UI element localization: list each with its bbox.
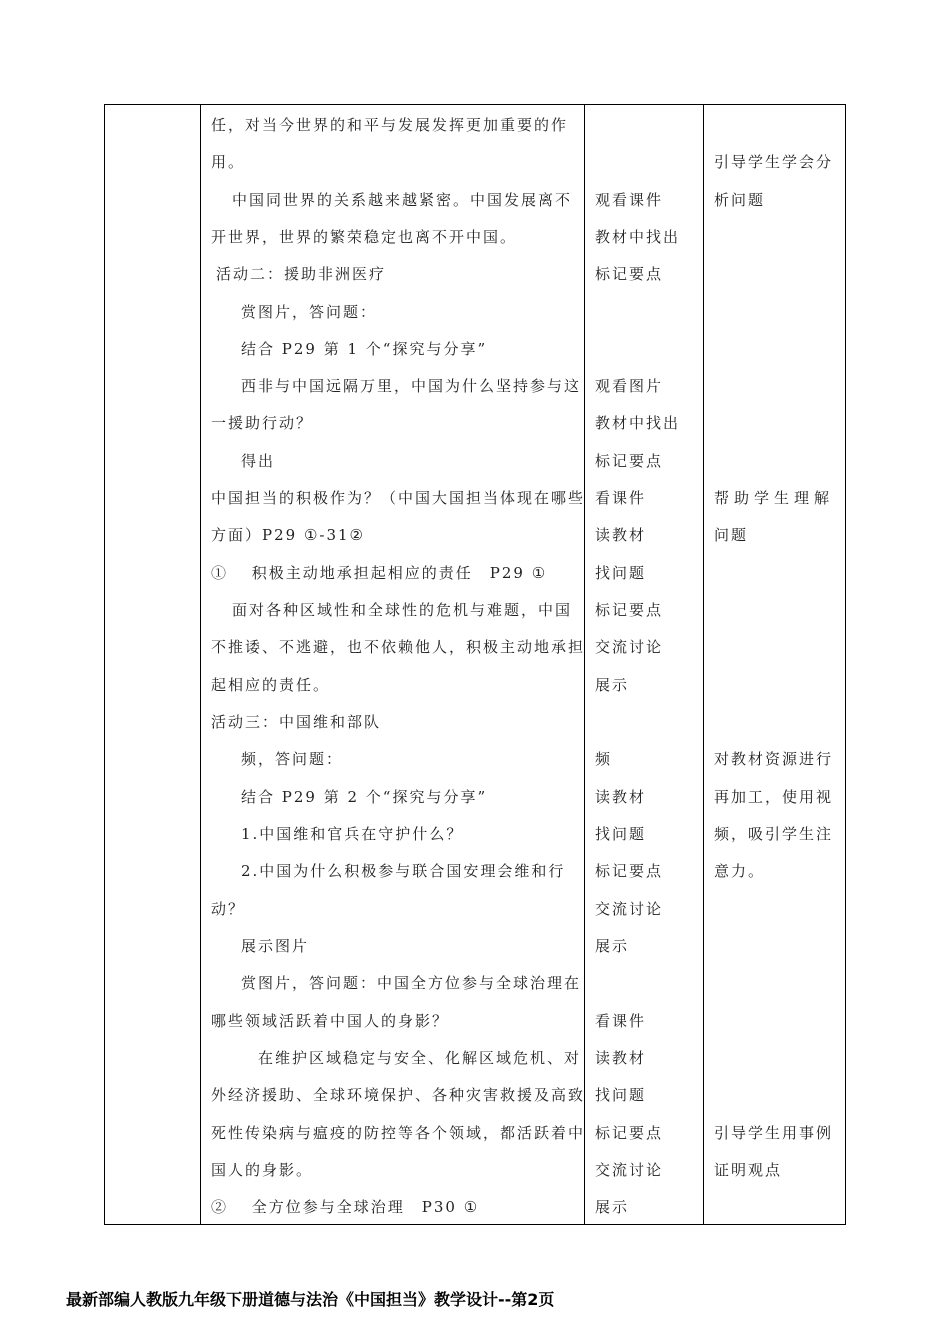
student-line: 教材中找出 xyxy=(595,228,681,246)
student-line: 展示 xyxy=(595,937,630,955)
content-line: 国人的身影。 xyxy=(211,1161,314,1179)
student-line: 读教材 xyxy=(595,1049,647,1067)
content-line: 展示图片 xyxy=(241,937,310,955)
intent-line: 对教材资源进行 xyxy=(714,750,834,768)
content-line: 结合 P29 第 2 个“探究与分享” xyxy=(241,788,488,806)
content-line: 1.中国维和官兵在守护什么？ xyxy=(241,825,464,843)
intent-line: 帮助学生理解 xyxy=(714,489,835,507)
column-divider xyxy=(200,105,201,1224)
column-divider xyxy=(584,105,585,1224)
content-line: 活动三：中国维和部队 xyxy=(211,713,382,731)
content-line: 西非与中国远隔万里，中国为什么坚持参与这 xyxy=(241,377,582,395)
content-line: 用。 xyxy=(211,153,246,171)
intent-line: 引导学生学会分 xyxy=(714,153,834,171)
content-line: 不推诿、不逃避，也不依赖他人，积极主动地承担 xyxy=(211,638,586,656)
student-line: 读教材 xyxy=(595,526,647,544)
content-line: ② 全方位参与全球治理 P30 ① xyxy=(211,1198,480,1216)
content-line: 中国担当的积极作为？（中国大国担当体现在哪些 xyxy=(211,489,586,507)
student-line: 交流讨论 xyxy=(595,1161,664,1179)
content-line: 在维护区域稳定与安全、化解区域危机、对 xyxy=(258,1049,582,1067)
student-line: 交流讨论 xyxy=(595,900,664,918)
student-line: 找问题 xyxy=(595,564,647,582)
content-line: 方面）P29 ①-31② xyxy=(211,526,365,544)
content-line: 2.中国为什么积极参与联合国安理会维和行 xyxy=(241,862,566,880)
student-line: 标记要点 xyxy=(595,601,664,619)
content-line: 动？ xyxy=(211,900,246,918)
content-line: 外经济援助、全球环境保护、各种灾害救援及高致 xyxy=(211,1086,586,1104)
student-line: 读教材 xyxy=(595,788,647,806)
content-line: ① 积极主动地承担起相应的责任 P29 ① xyxy=(211,564,548,582)
student-line: 标记要点 xyxy=(595,452,664,470)
intent-line: 引导学生用事例 xyxy=(714,1124,834,1142)
student-line: 标记要点 xyxy=(595,1124,664,1142)
lesson-table xyxy=(104,104,846,1225)
student-line: 展示 xyxy=(595,676,630,694)
student-line: 找问题 xyxy=(595,1086,647,1104)
content-line: 结合 P29 第 1 个“探究与分享” xyxy=(241,340,488,358)
content-line: 面对各种区域性和全球性的危机与难题，中国 xyxy=(232,601,573,619)
student-line: 观看图片 xyxy=(595,377,664,395)
student-line: 找问题 xyxy=(595,825,647,843)
intent-line: 再加工，使用视 xyxy=(714,788,834,806)
content-line: 赏图片，答问题： xyxy=(241,303,378,321)
content-line: 任，对当今世界的和平与发展发挥更加重要的作 xyxy=(211,116,569,134)
content-line: 得出 xyxy=(241,452,276,470)
content-line: 赏图片，答问题：中国全方位参与全球治理在 xyxy=(241,974,582,992)
content-line: 活动二：援助非洲医疗 xyxy=(216,265,387,283)
column-divider xyxy=(703,105,704,1224)
student-line: 展示 xyxy=(595,1198,630,1216)
intent-line: 意力。 xyxy=(714,862,766,880)
student-line: 频 xyxy=(595,750,613,768)
content-line: 频，答问题： xyxy=(241,750,344,768)
content-line: 哪些领域活跃着中国人的身影？ xyxy=(211,1012,450,1030)
intent-line: 频，吸引学生注 xyxy=(714,825,834,843)
content-line: 一援助行动？ xyxy=(211,414,314,432)
student-line: 看课件 xyxy=(595,489,647,507)
intent-line: 析问题 xyxy=(714,191,766,209)
page-footer: 最新部编人教版九年级下册道德与法治《中国担当》教学设计--第2页 xyxy=(66,1290,555,1309)
content-line: 起相应的责任。 xyxy=(211,676,331,694)
intent-line: 证明观点 xyxy=(714,1161,783,1179)
student-line: 教材中找出 xyxy=(595,414,681,432)
content-line: 中国同世界的关系越来越紧密。中国发展离不 xyxy=(232,191,573,209)
content-line: 死性传染病与瘟疫的防控等各个领域，都活跃着中 xyxy=(211,1124,586,1142)
student-line: 看课件 xyxy=(595,1012,647,1030)
student-line: 观看课件 xyxy=(595,191,664,209)
student-line: 标记要点 xyxy=(595,862,664,880)
student-line: 交流讨论 xyxy=(595,638,664,656)
content-line: 开世界，世界的繁荣稳定也离不开中国。 xyxy=(211,228,518,246)
intent-line: 问题 xyxy=(714,526,749,544)
student-line: 标记要点 xyxy=(595,265,664,283)
